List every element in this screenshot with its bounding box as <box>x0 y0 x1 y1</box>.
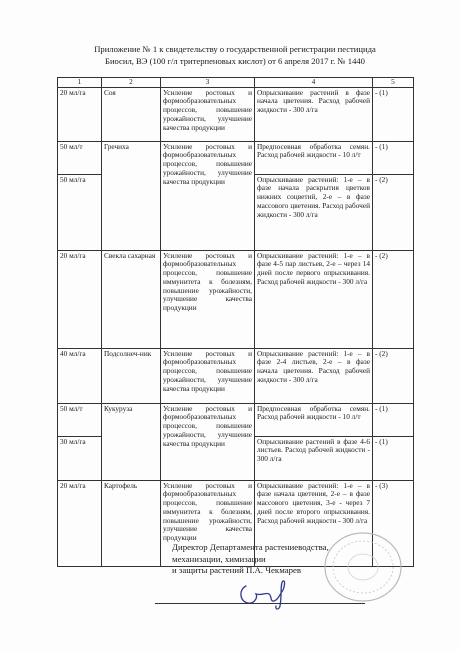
method-cell: Предпосевная обработка семян. Расход рабочей жидкости - 10 л/т <box>255 403 373 436</box>
method-cell: Опрыскивание растений: 1-е – в фазе 2-4 листьев, 2-е – в фазе начала цветения. Расход рабочей жидкости - 300 л/га <box>255 348 373 403</box>
document-heading <box>40 44 430 67</box>
purpose-cell: Усиление ростовых и формообразовательных процессов, повышение урожайности, улучшение качества продукции <box>161 348 255 403</box>
term-cell: - (3) <box>373 480 414 566</box>
column-header: 4 <box>255 78 373 88</box>
handwritten-signature <box>236 572 296 612</box>
method-cell: Опрыскивание растений в фазе начала цветения. Расход рабочей жидкости - 300 л/га <box>255 87 373 141</box>
purpose-cell: Усиление ростовых и формообразовательных процессов, повышение урожайности, улучшение качества продукции <box>161 403 255 480</box>
term-cell: - (2) <box>373 174 414 250</box>
rate-cell: 50 мл/т <box>58 141 102 174</box>
signature-line-3: и защиты растений П.А. Чекмарев <box>172 565 302 575</box>
purpose-cell: Усиление ростовых и формообразовательных процессов, повышение иммунитета к болезням, повышение урожайности, улучшение качества продукции <box>161 250 255 348</box>
table-header-row <box>58 78 414 88</box>
crop-cell: Картофель <box>102 480 161 566</box>
official-stamp <box>318 525 408 605</box>
heading-line-2: Биосил, ВЭ (100 г/л тритерпеновых кислот) от 6 апреля 2017 г. № 1440 <box>105 55 365 66</box>
crop-cell: Подсолнеч-ник <box>102 348 161 403</box>
purpose-cell: Усиление ростовых и формообразовательных процессов, повышение урожайности, улучшение качества продукции <box>161 141 255 250</box>
rate-cell: 30 мл/га <box>58 436 102 480</box>
column-header: 1 <box>58 78 102 88</box>
term-cell: - (1) <box>373 403 414 436</box>
purpose-cell: Усиление ростовых и формообразовательных процессов, повышение урожайности, улучшение качества продукции <box>161 87 255 141</box>
crop-cell: Кукуруза <box>102 403 161 480</box>
rate-cell: 20 мл/га <box>58 480 102 566</box>
method-cell: Опрыскивание растений: 1-е – в фазе начала цветения, 2-е – в фазе массового цветения, 3-е - через 7 дней после второго опрыскивания. Расход рабочей жидкости - 300 л/га <box>255 480 373 566</box>
method-cell: Предпосевная обработка семян. Расход рабочей жидкости - 10 л/т <box>255 141 373 174</box>
column-header: 2 <box>102 78 161 88</box>
term-cell: - (1) <box>373 436 414 480</box>
crop-cell: Гречиха <box>102 141 161 250</box>
rate-cell: 50 мл/т <box>58 403 102 436</box>
crop-cell: Свекла сахарная <box>102 250 161 348</box>
signature-line-1: Директор Департамента растениеводства, <box>172 542 329 552</box>
column-header: 3 <box>161 78 255 88</box>
table-row <box>58 87 414 141</box>
rate-cell: 20 мл/га <box>58 250 102 348</box>
term-cell: - (1) <box>373 87 414 141</box>
signature-underline <box>155 603 365 604</box>
table-row <box>58 141 414 174</box>
term-cell: - (2) <box>373 348 414 403</box>
signature-line-2: механизации, химизации <box>172 553 266 564</box>
table-row <box>58 348 414 403</box>
rate-cell: 40 мл/га <box>58 348 102 403</box>
crop-cell: Соя <box>102 87 161 141</box>
rate-cell: 20 мл/га <box>58 87 102 141</box>
heading-line-1: Приложение № 1 к свидетельству о государственной регистрации пестицида <box>94 44 376 54</box>
purpose-cell: Усиление ростовых и формообразовательных процессов, повышение иммунитета к болезням, повышение урожайности, улучшение качества продукции <box>161 480 255 566</box>
column-header: 5 <box>373 78 414 88</box>
table-row <box>58 250 414 348</box>
term-cell: - (1) <box>373 141 414 174</box>
method-cell: Опрыскивание растений в фазе 4-6 листьев. Расход рабочей жидкости - 300 л/га <box>255 436 373 480</box>
method-cell: Опрыскивание растений: 1-е – в фазе начала раскрытия цветков нижних соцветий, 2-е – в фазе массового цветения. Расход рабочей жидкости - 300 л/га <box>255 174 373 250</box>
method-cell: Опрыскивание растений: 1-е – в фазе 4-5 пар листьев, 2-е – через 14 дней после первого опрыскивания. Расход рабочей жидкости - 300 л/га <box>255 250 373 348</box>
registration-table <box>57 77 414 567</box>
table-row <box>58 403 414 436</box>
rate-cell: 50 мл/га <box>58 174 102 250</box>
term-cell: - (2) <box>373 250 414 348</box>
